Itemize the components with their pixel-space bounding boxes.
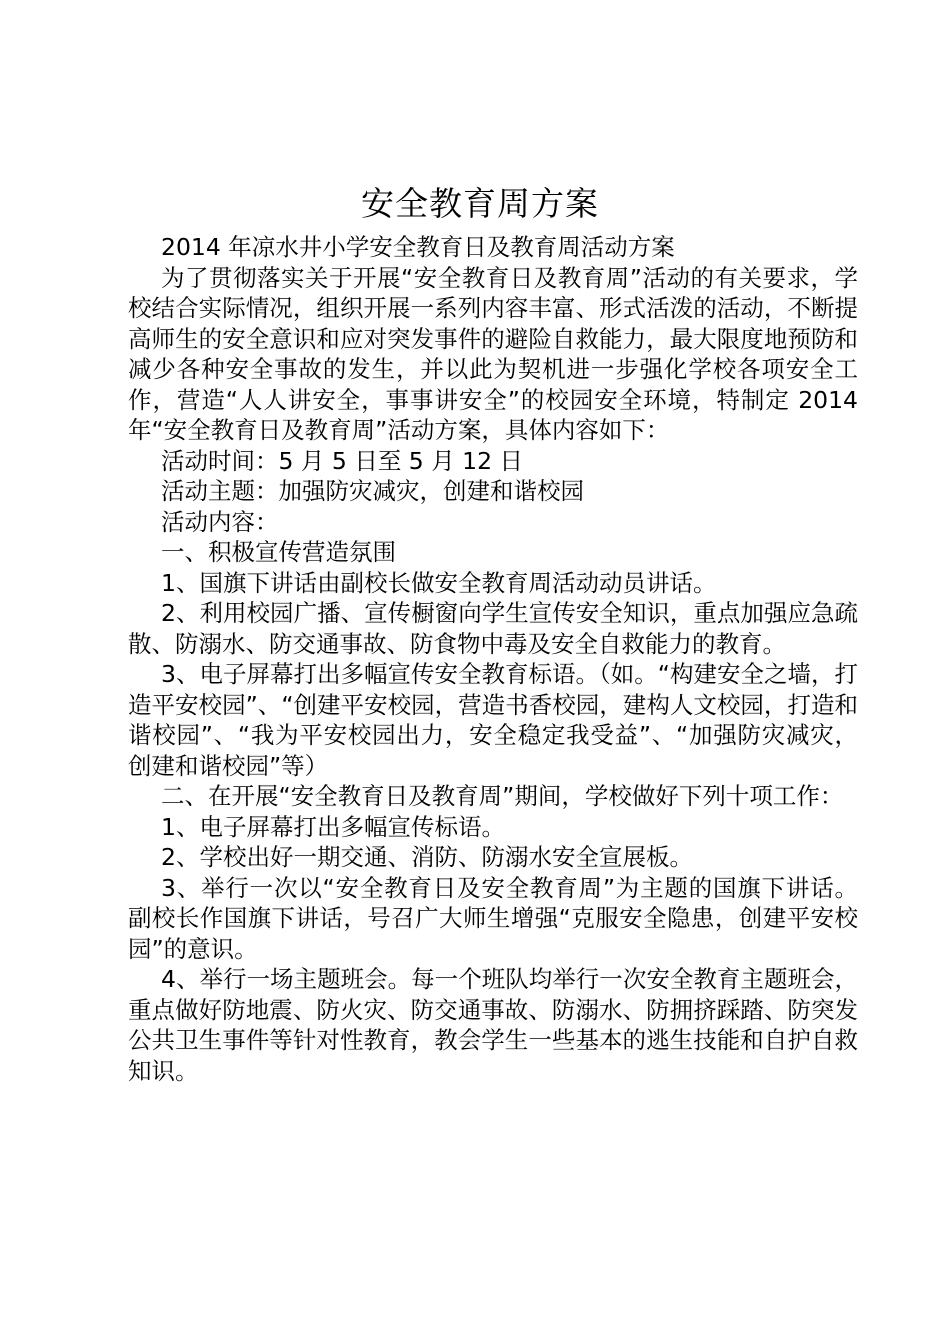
- document-title: 安全教育周方案: [361, 184, 599, 223]
- paragraph-introduction: 为了贯彻落实关于开展“安全教育日及教育周”活动的有关要求，学校结合实际情况，组织开展一系列内容丰富、形式活泼的活动，不断提高师生的安全意识和应对突发事件的避险自救能力，最大限度地预防和减少各种安全事故的发生，并以此为契机进一步强化学校各项安全工作，营造“人人讲安全，事事讲安全”的校园安全环境，特制定 2014 年“安全教育日及教育周”活动方案，具体内容如下：: [128, 263, 858, 444]
- section-heading-one: 一、积极宣传营造氛围: [161, 538, 396, 566]
- paragraph-plan-heading: 2014 年凉水井小学安全教育日及教育周活动方案: [161, 233, 675, 261]
- list-item: 3、举行一次以“安全教育日及安全教育周”为主题的国旗下讲话。副校长作国旗下讲话，号召广大师生增强“克服安全隐患，创建平安校园”的意识。: [128, 873, 858, 963]
- section-heading-two: 二、在开展“安全教育日及教育周”期间，学校做好下列十项工作：: [161, 782, 844, 810]
- list-item: 2、学校出好一期交通、消防、防溺水安全宣展板。: [161, 843, 693, 871]
- paragraph-activity-time: 活动时间：5 月 5 日至 5 月 12 日: [161, 446, 524, 475]
- list-item: 1、电子屏幕打出多幅宣传标语。: [161, 812, 505, 841]
- list-item: 1、国旗下讲话由副校长做安全教育周活动动员讲话。: [161, 568, 717, 597]
- list-item: 3、电子屏幕打出多幅宣传安全教育标语。（如。“构建安全之墙，打造平安校园”、“创建平安校园，营造书香校园，建构人文校园，打造和谐校园”、“我为平安校园出力，安全稳定我受益”、“加强防灾减灾，创建和谐校园”等）: [128, 660, 858, 780]
- list-item: 2、利用校园广播、宣传橱窗向学生宣传安全知识，重点加强应急疏散、防溺水、防交通事故、防食物中毒及安全自救能力的教育。: [128, 599, 858, 658]
- list-item: 4、举行一场主题班会。每一个班队均举行一次安全教育主题班会，重点做好防地震、防火灾、防交通事故、防溺水、防拥挤踩踏、防突发公共卫生事件等针对性教育，教会学生一些基本的逃生技能和自护自救知识。: [128, 965, 858, 1085]
- document-body: [128, 232, 858, 1086]
- paragraph-activity-theme: 活动主题：加强防灾减灾，创建和谐校园: [161, 477, 584, 505]
- paragraph-activity-content: 活动内容：: [161, 507, 279, 536]
